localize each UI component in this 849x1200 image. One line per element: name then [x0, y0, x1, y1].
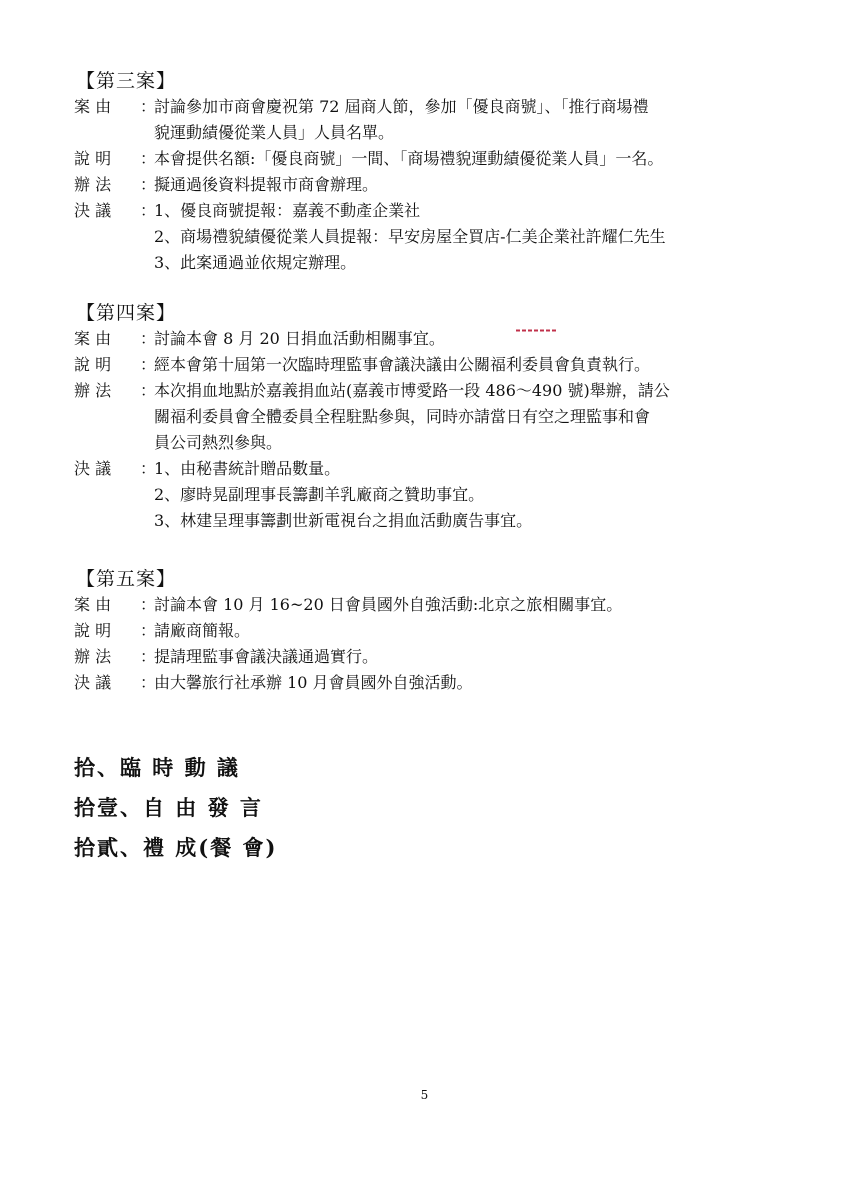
row-text: 討論參加市商會慶祝第 72 屆商人節，參加「優良商號」、「推行商場禮 [154, 97, 649, 116]
row-label: 決 議 [74, 673, 112, 692]
case-row-method: 辦 法 ： 本次捐血地點於嘉義捐血站(嘉義市博愛路一段 486～490 號)舉辦，請公 關福利委員會全體委員全程駐點參與，同時亦請當日有空之理監事和會 員公司熱烈參與。 [74, 378, 794, 456]
case-row-resolution: 決 議 ： 1、優良商號提報：嘉義不動產企業社 2、商場禮貌績優從業人員提報：早安房屋全買店-仁美企業社許耀仁先生 3、此案通過並依規定辦理。 [74, 198, 794, 276]
case-row-explanation: 說 明 ： 請廠商簡報。 [74, 618, 794, 644]
row-text: 本次捐血地點於嘉義捐血站(嘉義市博愛路一段 486～490 號)舉辦，請公 [154, 381, 670, 400]
resolution-item: 1、由秘書統計贈品數量。 [154, 459, 341, 478]
row-label: 案 由 [74, 329, 112, 348]
case-row-explanation: 說 明 ： 本會提供名額:「優良商號」一間、「商場禮貌運動績優從業人員」一名。 [74, 146, 794, 172]
row-text: 貌運動績優從業人員」人員名單。 [154, 123, 395, 142]
row-label: 說 明 [74, 149, 112, 168]
case-row-reason: 案 由 ： 討論本會 8 月 20 日捐血活動相關事宜。 [74, 326, 794, 352]
row-text: 擬通過後資料提報市商會辦理。 [154, 175, 379, 194]
row-label: 案 由 [74, 595, 112, 614]
case-row-method: 辦 法 ： 提請理監事會議決議通過實行。 [74, 644, 794, 670]
row-label: 決 議 [74, 201, 112, 220]
case-3 [74, 68, 794, 276]
row-label: 辦 法 [74, 175, 112, 194]
resolution-item: 1、優良商號提報：嘉義不動產企業社 [154, 201, 421, 220]
row-label: 案 由 [74, 97, 112, 116]
resolution-item: 3、林建呈理事籌劃世新電視台之捐血活動廣告事宜。 [154, 511, 533, 530]
section-heading-free-speech: 拾壹、自 由 發 言 [74, 795, 263, 820]
case-row-resolution: 決 議 ： 由大馨旅行社承辦 10 月會員國外自強活動。 [74, 670, 794, 696]
resolution-item: 2、廖時晃副理事長籌劃羊乳廠商之贊助事宜。 [154, 485, 485, 504]
row-text: 討論本會 8 月 20 日捐血活動相關事宜。 [154, 329, 445, 348]
row-text: 員公司熱烈參與。 [154, 433, 283, 452]
row-label: 決 議 [74, 459, 112, 478]
case-title: 【第四案】 [76, 302, 177, 324]
case-title: 【第三案】 [76, 70, 177, 92]
case-4 [74, 300, 794, 534]
case-row-method: 辦 法 ： 擬通過後資料提報市商會辦理。 [74, 172, 794, 198]
case-title: 【第五案】 [76, 568, 177, 590]
page-number: 5 [420, 1088, 429, 1102]
row-label: 辦 法 [74, 381, 112, 400]
row-text: 討論本會 10 月 16~20 日會員國外自強活動:北京之旅相關事宜。 [154, 595, 623, 614]
row-label: 說 明 [74, 355, 112, 374]
stray-ink-mark [516, 329, 556, 332]
row-label: 辦 法 [74, 647, 112, 666]
resolution-item: 2、商場禮貌績優從業人員提報：早安房屋全買店-仁美企業社許耀仁先生 [154, 227, 666, 246]
case-row-reason: 案 由 ： 討論參加市商會慶祝第 72 屆商人節，參加「優良商號」、「推行商場禮 貌運動績優從業人員」人員名單。 [74, 94, 794, 146]
row-label: 說 明 [74, 621, 112, 640]
row-text: 提請理監事會議決議通過實行。 [154, 647, 379, 666]
section-heading-closing: 拾貳、禮 成(餐 會) [74, 835, 278, 860]
row-text: 由大馨旅行社承辦 10 月會員國外自強活動。 [154, 673, 473, 692]
case-row-resolution: 決 議 ： 1、由秘書統計贈品數量。 2、廖時晃副理事長籌劃羊乳廠商之贊助事宜。 3、林建呈理事籌劃世新電視台之捐血活動廣告事宜。 [74, 456, 794, 534]
resolution-item: 3、此案通過並依規定辦理。 [154, 253, 357, 272]
row-text: 請廠商簡報。 [154, 621, 251, 640]
case-row-reason: 案 由 ： 討論本會 10 月 16~20 日會員國外自強活動:北京之旅相關事宜。 [74, 592, 794, 618]
row-text: 關福利委員會全體委員全程駐點參與，同時亦請當日有空之理監事和會 [154, 407, 651, 426]
row-text: 經本會第十屆第一次臨時理監事會議決議由公關福利委員會負責執行。 [154, 355, 651, 374]
case-row-explanation: 說 明 ： 經本會第十屆第一次臨時理監事會議決議由公關福利委員會負責執行。 [74, 352, 794, 378]
case-5 [74, 566, 794, 696]
row-text: 本會提供名額:「優良商號」一間、「商場禮貌運動績優從業人員」一名。 [154, 149, 664, 168]
section-heading-extempore-motions: 拾、臨 時 動 議 [74, 755, 240, 780]
